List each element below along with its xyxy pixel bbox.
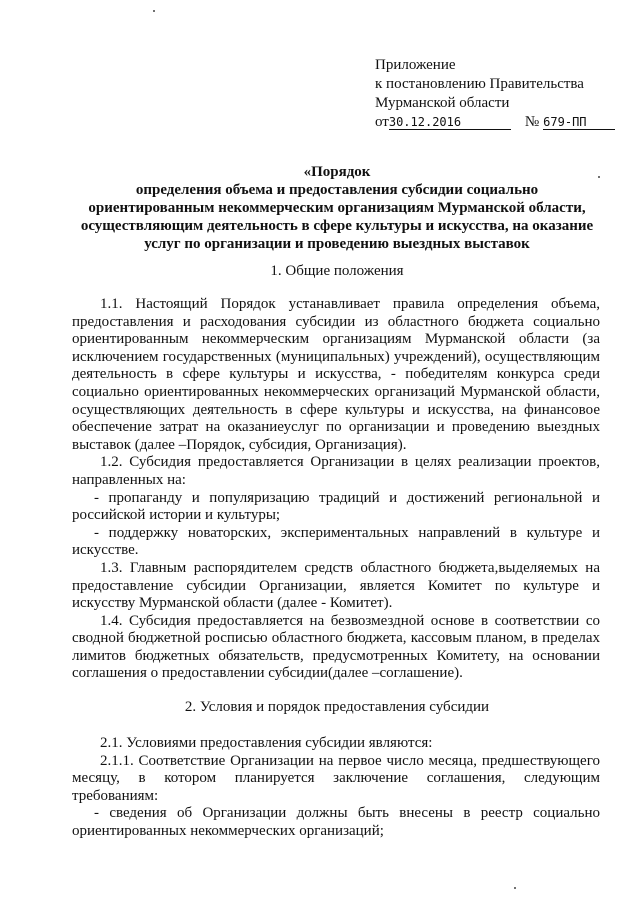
number-prefix: №: [524, 114, 540, 130]
date-field: [389, 115, 511, 130]
paragraph-1-2-a: - пропаганду и популяризацию традиций и достижений региональной и российской истории и культуры;: [72, 489, 600, 524]
title-line-1: «Порядок: [303, 164, 371, 180]
title-line-4: осуществляющим деятельность в сфере культуры и искусства, на оказание: [80, 218, 594, 234]
section-1-heading: 1. Общие положения: [270, 263, 404, 279]
title-line-3: ориентированным некоммерческим организациям Мурманской области,: [88, 200, 586, 216]
scan-speck: [514, 887, 516, 889]
number-value: 679-ПП: [543, 115, 587, 129]
appendix-block: [375, 56, 615, 132]
appendix-date-line: [375, 113, 615, 132]
section-1-body: [72, 296, 600, 683]
appendix-line-3: Мурманской области: [375, 95, 510, 111]
appendix-line-2: к постановлению Правительства: [375, 76, 584, 92]
date-prefix: от: [375, 114, 389, 130]
title-line-5: услуг по организации и проведению выездных выставок: [144, 236, 530, 252]
number-field: [543, 115, 615, 130]
paragraph-2-1: 2.1. Условиями предоставления субсидии являются:: [100, 735, 433, 751]
paragraph-1-4: 1.4. Субсидия предоставляется на безвозмездной основе в соответствии со сводной бюджетной росписью областного бюджета, кассовым планом, в пределах лимитов бюджетных обязательств, предусмотренных Комитету, на основании соглашения о предоставлении субсидии(далее –соглашение).: [72, 612, 600, 682]
title-line-2: определения объема и предоставления субсидии социально: [135, 182, 539, 198]
section-2-body: [72, 735, 600, 841]
paragraph-1-1: 1.1. Настоящий Порядок устанавливает правила определения объема, предоставления и расходования субсидии из областного бюджета социально ориентированным некоммерческим организациям Мурманской области (за исключением государственных (муниципальных) учреждений), осуществляющим деятельность в сфере культуры и искусства, - победителям конкурса среди социально ориентированных некоммерческих организаций Мурманской области, осуществляющих деятельность в сфере культуры и искусства, на финансовое обеспечение затрат на оказаниеуслуг по организации и проведению выездных выставок (далее –Порядок, субсидия, Организация).: [72, 296, 600, 453]
section-2-heading: 2. Условия и порядок предоставления субсидии: [184, 699, 490, 715]
paragraph-1-2: 1.2. Субсидия предоставляется Организации в целях реализации проектов, направленных на:: [72, 454, 600, 488]
paragraph-2-1-1: 2.1.1. Соответствие Организации на первое число месяца, предшествующего месяцу, в котором планируется заключение соглашения, следующим требованиям:: [72, 752, 600, 804]
document-title: [72, 163, 602, 253]
scan-speck: [153, 10, 155, 12]
date-value: 30.12.2016: [388, 115, 462, 129]
appendix-line-1: Приложение: [375, 57, 456, 73]
paragraph-1-2-b: - поддержку новаторских, экспериментальных направлений в культуре и искусстве.: [72, 524, 600, 559]
paragraph-2-1-1-a: - сведения об Организации должны быть внесены в реестр социально ориентированных некоммерческих организаций;: [72, 805, 600, 839]
paragraph-1-3: 1.3. Главным распорядителем средств областного бюджета,выделяемых на предоставление субсидии Организации, является Комитет по культуре и искусству Мурманской области (далее - Комитет).: [72, 559, 600, 612]
